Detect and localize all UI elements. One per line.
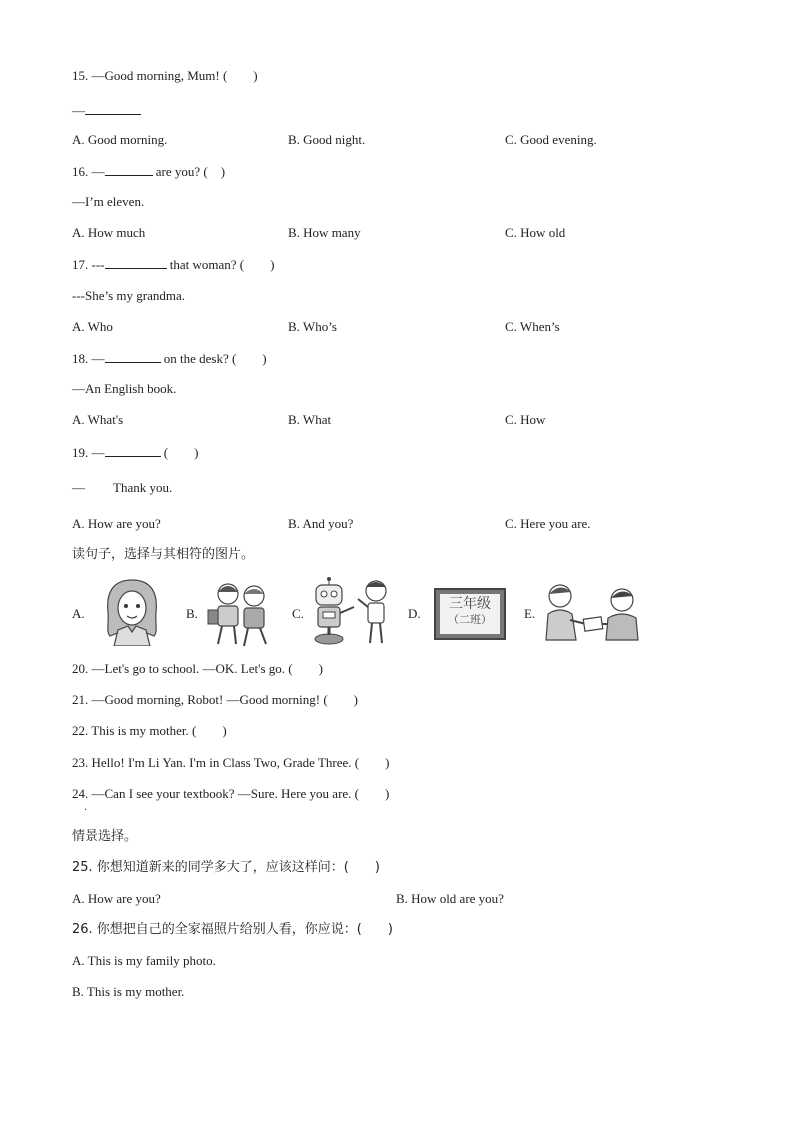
section-title-pictures: 读句子，选择与其相符的图片。 xyxy=(72,547,255,562)
children-going-to-school-picture xyxy=(204,580,278,648)
question-17-option-b[interactable]: B. Who’s xyxy=(288,319,337,334)
question-17-option-c[interactable]: C. When’s xyxy=(505,319,560,334)
prompt-start: 19. — xyxy=(72,445,105,460)
question-18-option-b[interactable]: B. What xyxy=(288,412,332,427)
picture-label-d: D. xyxy=(408,606,421,621)
answer-blank[interactable] xyxy=(105,163,153,176)
class-sign-face xyxy=(440,594,500,634)
question-19-prompt xyxy=(72,444,198,461)
question-16-option-c[interactable]: C. How old xyxy=(505,225,566,240)
question-16-option-a[interactable]: A. How much xyxy=(72,225,146,240)
picture-label-b: B. xyxy=(186,606,198,621)
picture-label-e: E. xyxy=(524,606,536,621)
answer-blank[interactable] xyxy=(105,350,161,363)
handing-textbook-picture xyxy=(542,580,640,642)
prompt-end: that woman? ( ) xyxy=(166,257,275,272)
question-22: 22. This is my mother. ( ) xyxy=(72,723,227,738)
question-15-prompt: 15. —Good morning, Mum! ( ) xyxy=(72,68,258,83)
question-23: 23. Hello! I'm Li Yan. I'm in Class Two, Grade Three. ( ) xyxy=(72,755,390,770)
question-21: 21. —Good morning, Robot! —Good morning! ( ) xyxy=(72,692,358,707)
question-19-option-a[interactable]: A. How are you? xyxy=(72,516,161,531)
answer-blank[interactable] xyxy=(85,102,141,115)
question-26-prompt: 26. 你想把自己的全家福照片给别人看，你应说：( ) xyxy=(72,922,393,937)
picture-label-a: A. xyxy=(72,606,85,621)
question-16-prompt xyxy=(72,163,225,180)
question-15-option-b[interactable]: B. Good night. xyxy=(288,132,366,147)
class-sign-picture xyxy=(434,588,506,640)
question-17-prompt xyxy=(72,256,274,273)
question-16-reply: —I’m eleven. xyxy=(72,194,145,209)
question-25-option-a[interactable]: A. How are you? xyxy=(72,891,161,906)
question-24: 24. —Can I see your textbook? —Sure. Here you are. ( ) xyxy=(72,786,390,801)
question-18-option-c[interactable]: C. How xyxy=(505,412,546,427)
question-18-option-a[interactable]: A. What's xyxy=(72,412,124,427)
mother-picture xyxy=(100,576,164,646)
question-17-reply: ---She’s my grandma. xyxy=(72,288,186,303)
question-17-option-a[interactable]: A. Who xyxy=(72,319,113,334)
prompt-end: on the desk? ( ) xyxy=(160,351,267,366)
answer-blank[interactable] xyxy=(105,444,161,457)
question-18-prompt xyxy=(72,350,267,367)
robot-and-boy-picture xyxy=(310,577,394,647)
question-19-reply xyxy=(72,480,172,496)
reply-text: Thank you. xyxy=(113,480,173,495)
picture-label-c: C. xyxy=(292,606,304,621)
prompt-start: 18. — xyxy=(72,351,105,366)
question-25-prompt: 25. 你想知道新来的同学多大了，应该这样问：( ) xyxy=(72,860,380,875)
question-15-option-c[interactable]: C. Good evening. xyxy=(505,132,597,147)
dash: — xyxy=(72,480,85,495)
class-sign-grade: 三年级 xyxy=(449,596,491,612)
stray-dot: · xyxy=(84,805,88,816)
question-19-option-b[interactable]: B. And you? xyxy=(288,516,354,531)
question-15-option-a[interactable]: A. Good morning. xyxy=(72,132,168,147)
question-19-option-c[interactable]: C. Here you are. xyxy=(505,516,591,531)
prompt-start: 17. --- xyxy=(72,257,105,272)
prompt-end: are you? ( ) xyxy=(152,164,226,179)
question-18-reply: —An English book. xyxy=(72,381,177,396)
question-25-option-b[interactable]: B. How old are you? xyxy=(396,891,504,906)
prompt-end: ( ) xyxy=(160,445,199,460)
question-16-option-b[interactable]: B. How many xyxy=(288,225,361,240)
question-15-answer-line xyxy=(72,102,141,119)
class-sign-class: （二班） xyxy=(448,613,492,626)
question-26-option-a[interactable]: A. This is my family photo. xyxy=(72,953,216,968)
question-20: 20. —Let's go to school. —OK. Let's go. ( ) xyxy=(72,661,323,676)
section-title-situation: 情景选择。 xyxy=(72,829,138,844)
question-26-option-b[interactable]: B. This is my mother. xyxy=(72,984,185,999)
prompt-start: 16. — xyxy=(72,164,105,179)
dash: — xyxy=(72,103,85,118)
answer-blank[interactable] xyxy=(105,256,167,269)
